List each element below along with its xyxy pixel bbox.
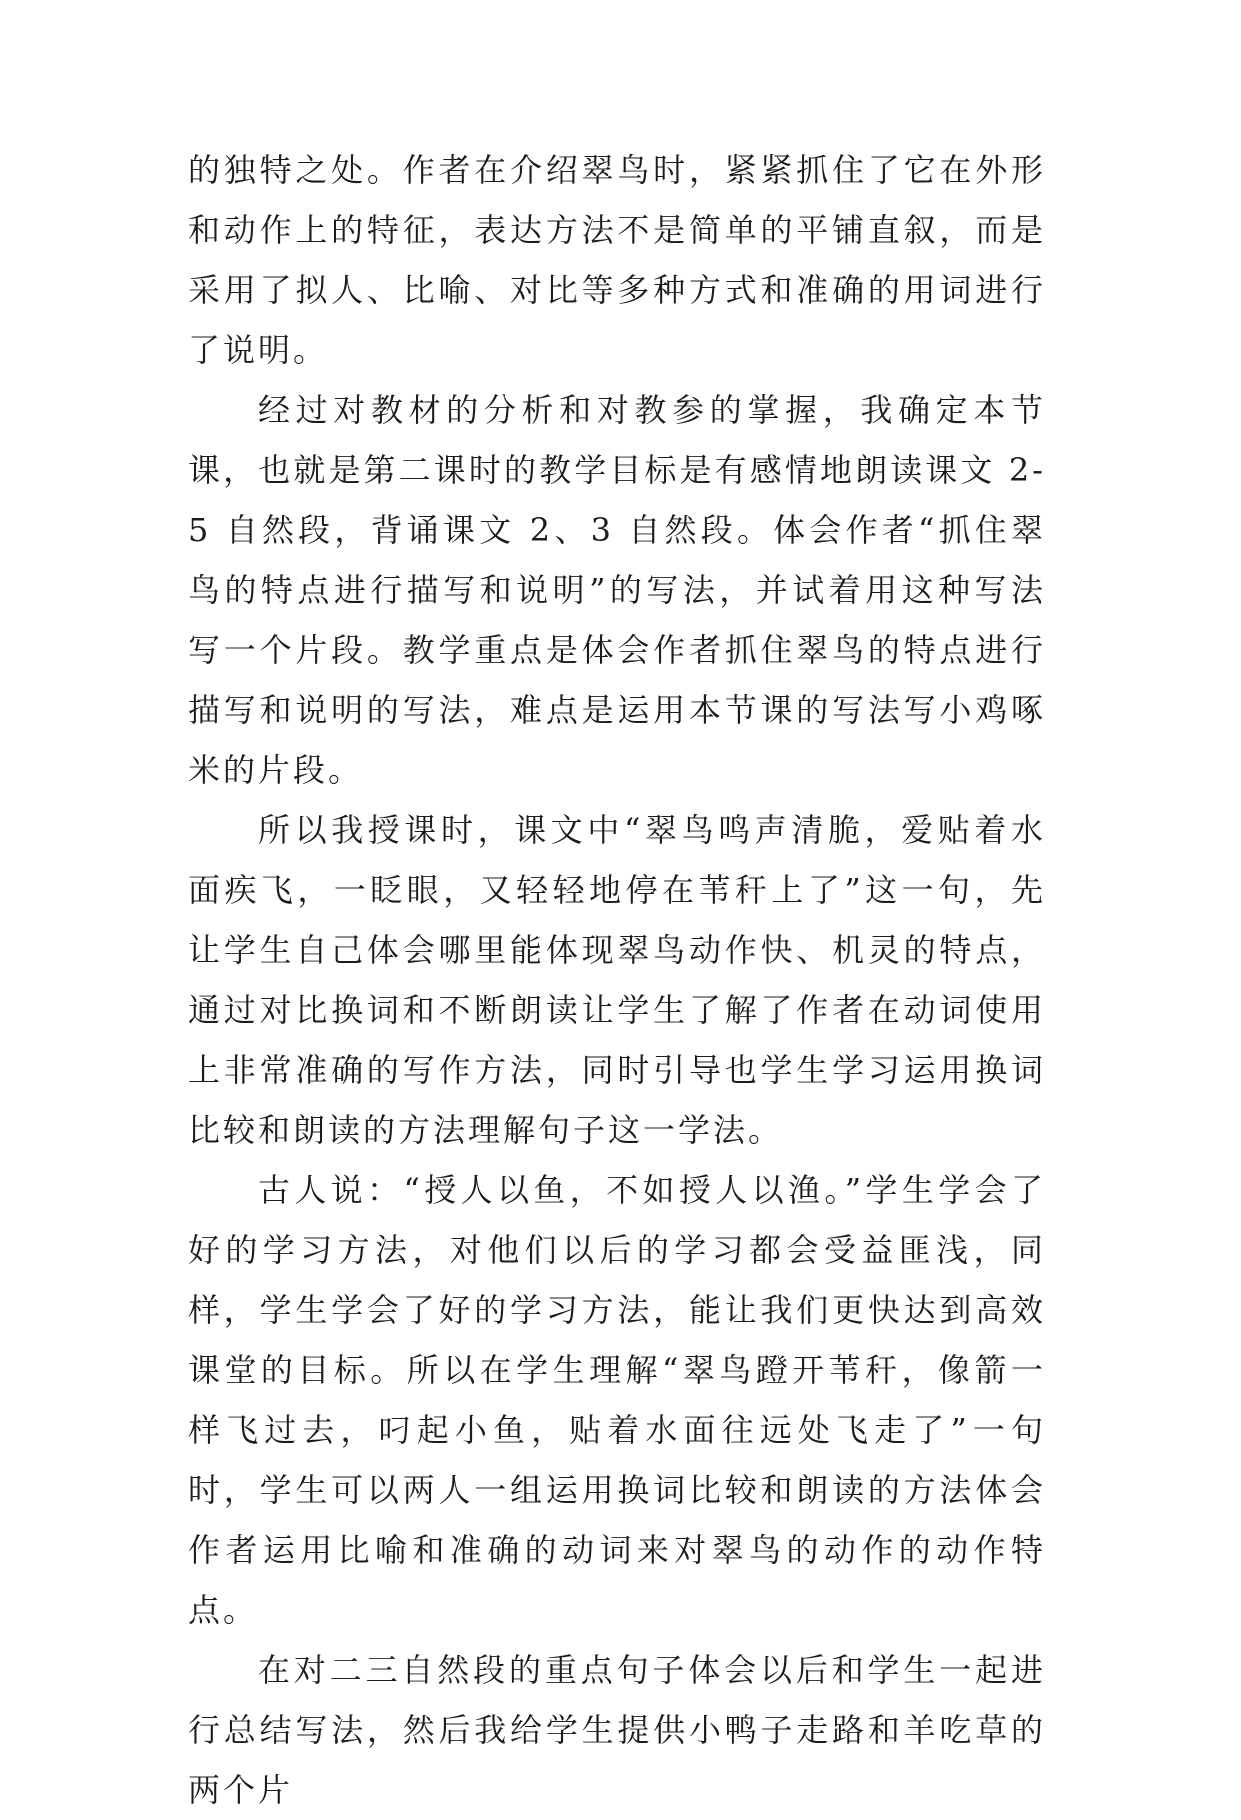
paragraph-5: 在对二三自然段的重点句子体会以后和学生一起进行总结写法，然后我给学生提供小鸭子走路和羊吃草的两个片 <box>188 1651 1046 1809</box>
paragraph-2: 经过对教材的分析和对教参的掌握，我确定本节课，也就是第二课时的教学目标是有感情地朗读课文 2-5 自然段，背诵课文 2、3 自然段。体会作者“抓住翠鸟的特点进行描写和说明”的写法，并试着用这种写法写一个片段。教学重点是体会作者抓住翠鸟的特点进行描写和说明的写法，难点是运用本节课的写法写小鸡啄米的片段。 <box>188 391 1046 789</box>
paragraph-1: 的独特之处。作者在介绍翠鸟时，紧紧抓住了它在外形和动作上的特征，表达方法不是简单的平铺直叙，而是采用了拟人、比喻、对比等多种方式和准确的用词进行了说明。 <box>188 151 1046 369</box>
document-body <box>188 140 1046 1820</box>
paragraph-3: 所以我授课时，课文中“翠鸟鸣声清脆，爱贴着水面疾飞，一眨眼，又轻轻地停在苇秆上了”这一句，先让学生自己体会哪里能体现翠鸟动作快、机灵的特点，通过对比换词和不断朗读让学生了解了作者在动词使用上非常准确的写作方法，同时引导也学生学习运用换词比较和朗读的方法理解句子这一学法。 <box>188 811 1046 1149</box>
paragraph-4: 古人说：“授人以鱼，不如授人以渔。”学生学会了好的学习方法，对他们以后的学习都会受益匪浅，同样，学生学会了好的学习方法，能让我们更快达到高效课堂的目标。所以在学生理解“翠鸟蹬开苇秆，像箭一样飞过去，叼起小鱼，贴着水面往远处飞走了”一句时，学生可以两人一组运用换词比较和朗读的方法体会作者运用比喻和准确的动词来对翠鸟的动作的动作特点。 <box>188 1171 1046 1629</box>
